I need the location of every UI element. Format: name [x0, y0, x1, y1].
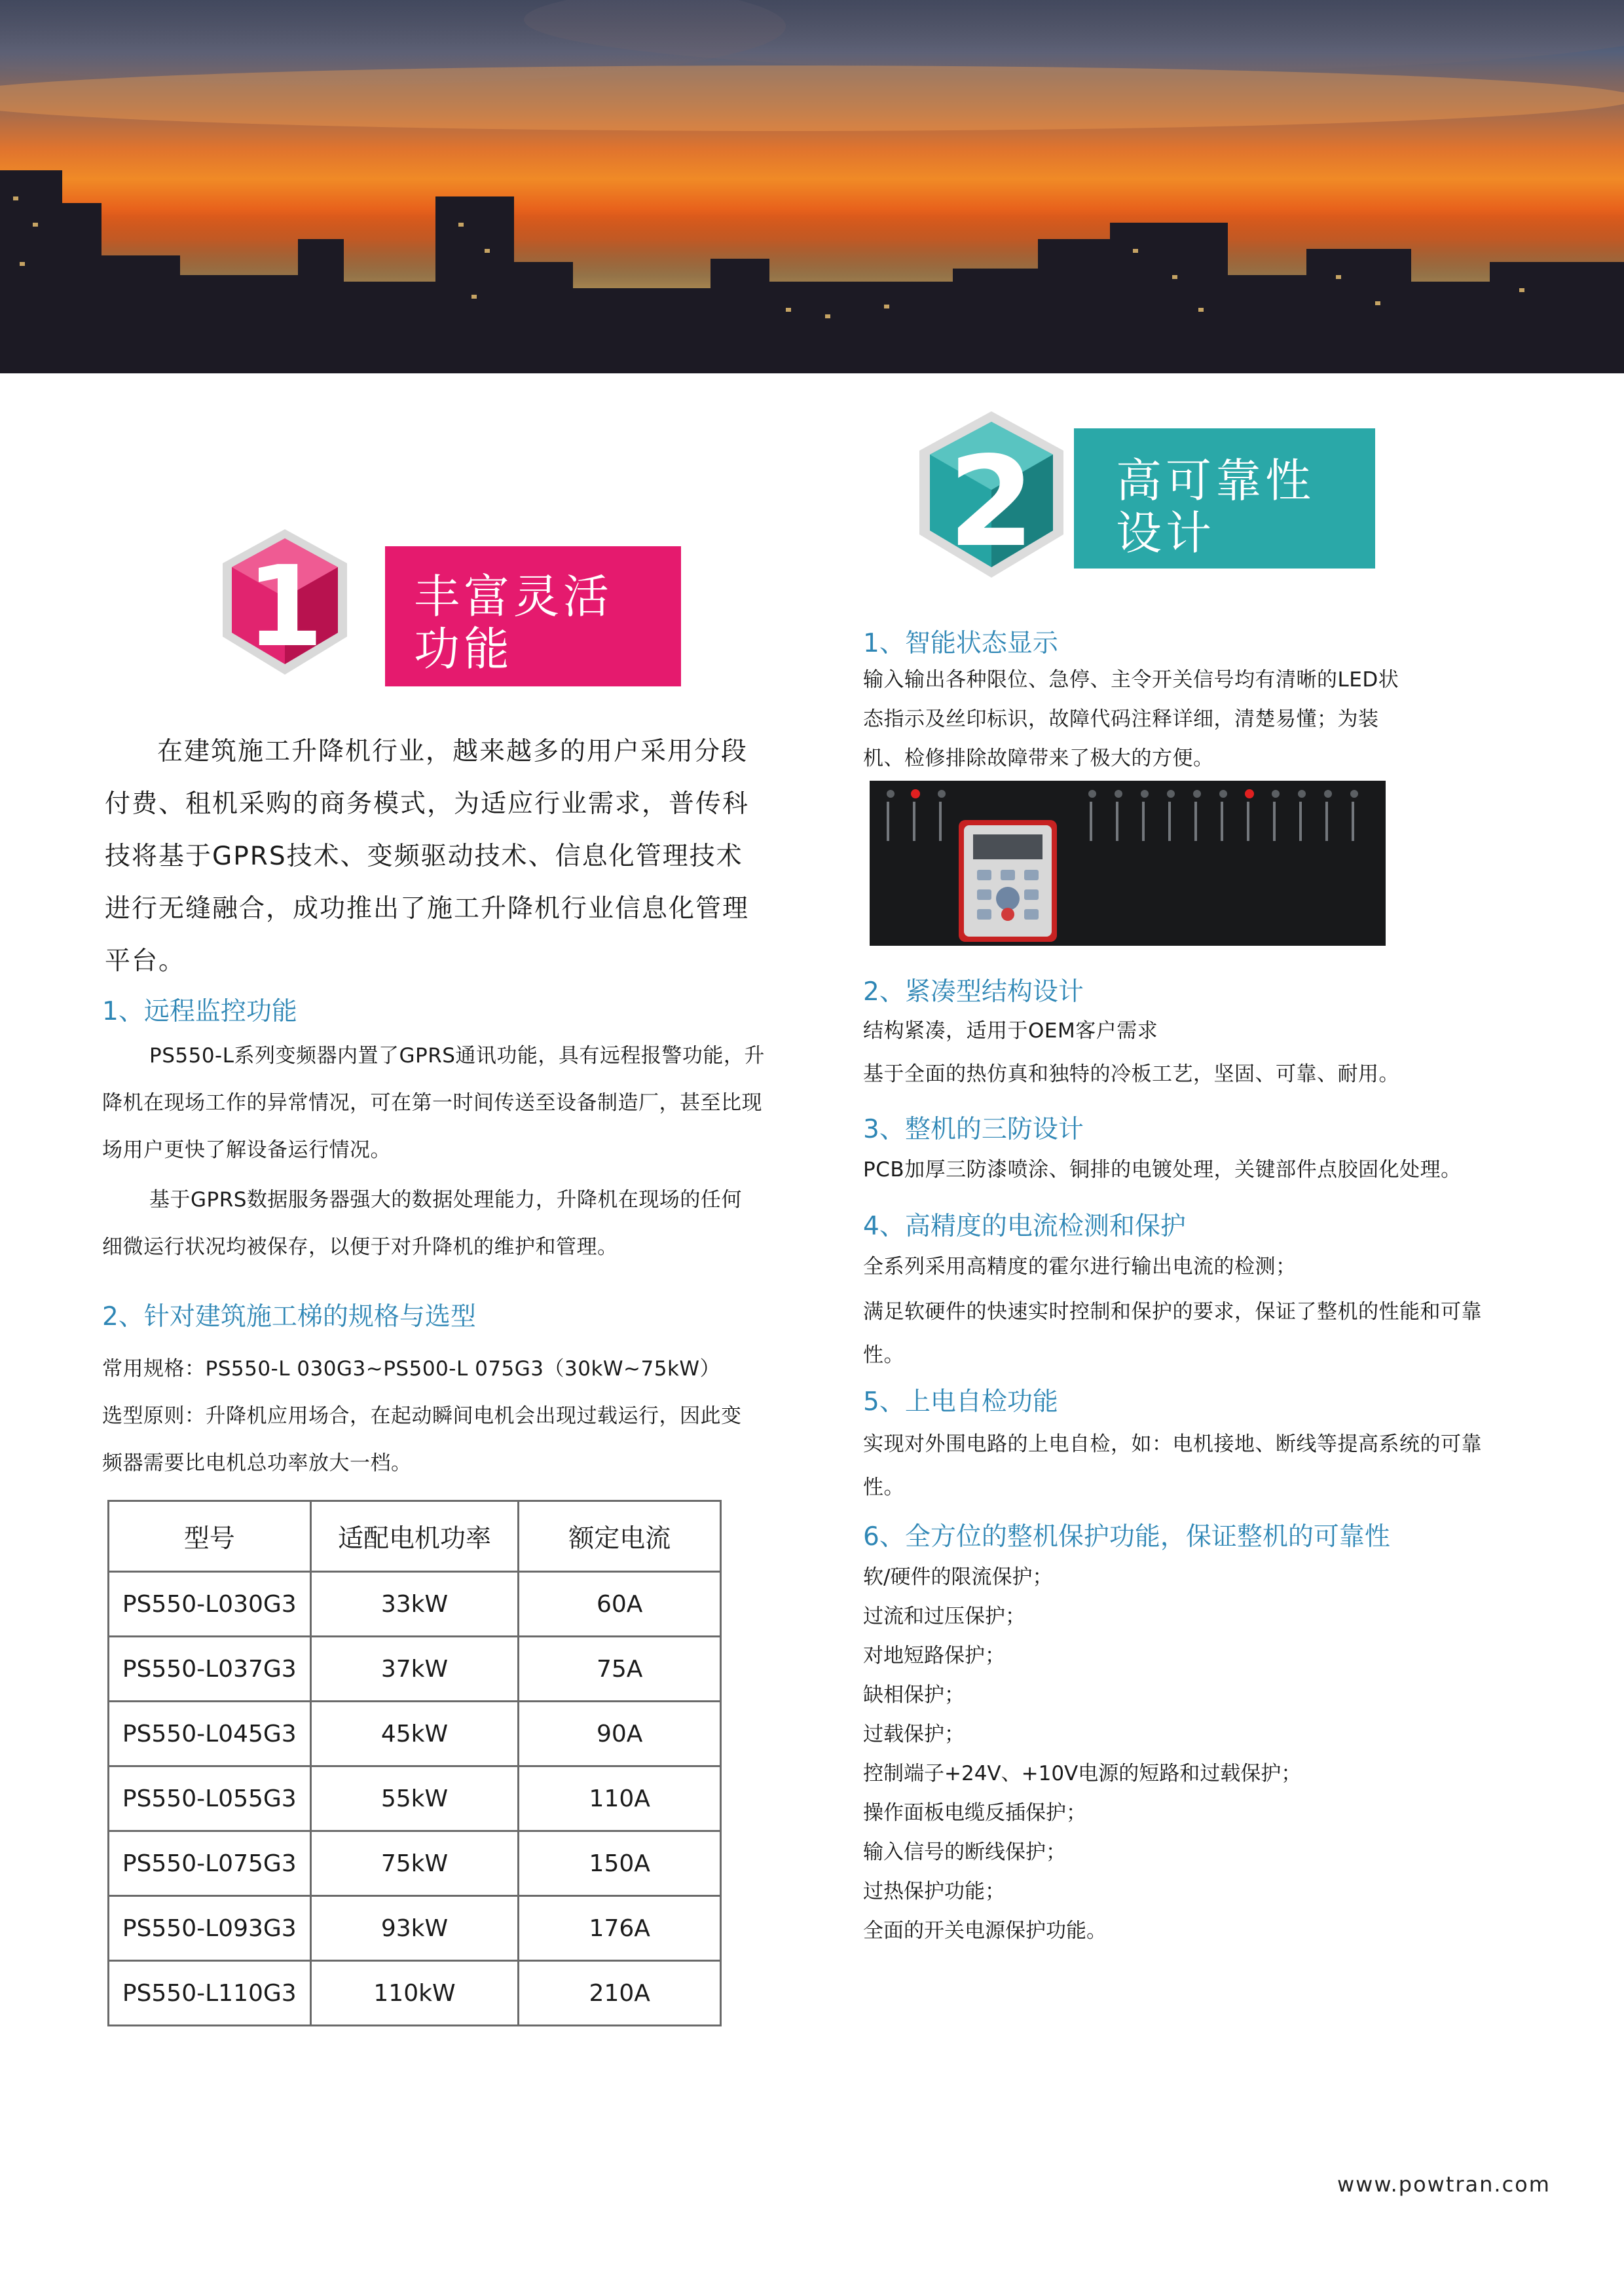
led-status-panel-image [870, 781, 1386, 946]
svg-text:1: 1 [246, 542, 324, 672]
city-skyline-image [0, 0, 1624, 373]
table-row [109, 1831, 721, 1896]
list-item: 全面的开关电源保护功能。 [863, 1919, 1107, 1943]
list-item: 过热保护功能； [863, 1880, 1005, 1903]
cell-power: 110kW [310, 1961, 519, 2026]
badge-title-flexible: 丰富灵活 功能 [414, 570, 613, 676]
intro-paragraph: 在建筑施工升降机行业，越来越多的用户采用分段付费、租机采购的商务模式，为适应行业需求，普传科技将基于GPRS技术、变频驱动技术、信息化管理技术进行无缝融合，成功推出了施工升降机行业信息化管理平台。 [105, 737, 750, 976]
compact-structure-heading: 2、紧凑型结构设计 [863, 977, 1084, 1007]
cell-power: 33kW [310, 1572, 519, 1637]
list-item: 过载保护； [863, 1723, 965, 1746]
current-detection-line-1: 全系列采用高精度的霍尔进行输出电流的检测； [863, 1255, 1297, 1278]
cell-model: PS550-L045G3 [109, 1702, 311, 1766]
table-row [109, 1961, 721, 2026]
remote-monitor-para-2: 基于GPRS数据服务器强大的数据处理能力，升降机在现场的任何细微运行状况均被保存，以便于对升降机的维护和管理。 [102, 1188, 742, 1259]
list-item: 控制端子+24V、+10V电源的短路和过载保护； [863, 1762, 1302, 1785]
feature-badge-reliability [1074, 428, 1375, 569]
protection-list [863, 1558, 1301, 1950]
cell-current: 75A [519, 1637, 721, 1702]
cell-power: 37kW [310, 1637, 519, 1702]
three-proof-heading: 3、整机的三防设计 [863, 1115, 1084, 1144]
table-row [109, 1896, 721, 1961]
three-proof-line-1: PCB加厚三防漆喷涂、铜排的电镀处理，关键部件点胶固化处理。 [863, 1158, 1462, 1182]
header-model: 型号 [109, 1501, 311, 1572]
number-2-cube-icon [913, 406, 1070, 583]
cell-current: 176A [519, 1896, 721, 1961]
list-item: 操作面板电缆反插保护； [863, 1801, 1086, 1825]
table-row [109, 1637, 721, 1702]
cell-model: PS550-L110G3 [109, 1961, 311, 2026]
cell-current: 90A [519, 1702, 721, 1766]
list-item: 软/硬件的限流保护； [863, 1565, 1053, 1589]
current-detection-heading: 4、高精度的电流检测和保护 [863, 1212, 1186, 1241]
cell-model: PS550-L093G3 [109, 1896, 311, 1961]
current-detection-line-2: 满足软硬件的快速实时控制和保护的要求，保证了整机的性能和可靠性。 [863, 1300, 1482, 1367]
feature-badge-flexible [385, 546, 681, 686]
status-display-para: 输入输出各种限位、急停、主令开关信号均有清晰的LED状态指示及丝印标识，故障代码注释详细，清楚易懂；为装机、检修排除故障带来了极大的方便。 [863, 668, 1399, 770]
self-check-line-1: 实现对外围电路的上电自检，如：电机接地、断线等提高系统的可靠性。 [863, 1432, 1482, 1499]
cell-model: PS550-L075G3 [109, 1831, 311, 1896]
common-spec-line: 常用规格：PS550-L 030G3~PS500-L 075G3（30kW~75kW） [102, 1357, 721, 1381]
header-rated-current: 额定电流 [519, 1501, 721, 1572]
table-row [109, 1572, 721, 1637]
header-motor-power: 适配电机功率 [310, 1501, 519, 1572]
compact-structure-line-1: 结构紧凑，适用于OEM客户需求 [863, 1019, 1158, 1043]
cell-power: 93kW [310, 1896, 519, 1961]
spec-table [107, 1500, 722, 2026]
cell-model: PS550-L055G3 [109, 1766, 311, 1831]
table-header-row [109, 1501, 721, 1572]
svg-text:2: 2 [948, 430, 1035, 574]
cell-power: 75kW [310, 1831, 519, 1896]
list-item: 过流和过压保护； [863, 1605, 1025, 1628]
number-1-cube-icon [216, 524, 354, 681]
list-item: 对地短路保护； [863, 1644, 1005, 1668]
cell-current: 110A [519, 1766, 721, 1831]
badge-title-reliability: 高可靠性 设计 [1116, 454, 1315, 560]
protection-heading: 6、全方位的整机保护功能，保证整机的可靠性 [863, 1522, 1390, 1552]
table-row [109, 1766, 721, 1831]
selection-principle-line: 选型原则：升降机应用场合，在起动瞬间电机会出现过载运行，因此变频器需要比电机总功率放大一档。 [102, 1404, 742, 1475]
cell-model: PS550-L037G3 [109, 1637, 311, 1702]
table-row [109, 1702, 721, 1766]
list-item: 输入信号的断线保护； [863, 1840, 1066, 1864]
status-display-heading: 1、智能状态显示 [863, 629, 1058, 658]
list-item: 缺相保护； [863, 1683, 965, 1707]
spec-selection-heading: 2、针对建筑施工梯的规格与选型 [102, 1302, 476, 1332]
website-url[interactable]: www.powtran.com [1337, 2172, 1551, 2197]
cell-current: 210A [519, 1961, 721, 2026]
cell-power: 45kW [310, 1702, 519, 1766]
remote-monitor-para-1: PS550-L系列变频器内置了GPRS通讯功能，具有远程报警功能，升降机在现场工作的异常情况，可在第一时间传送至设备制造厂，甚至比现场用户更快了解设备运行情况。 [102, 1044, 765, 1162]
hero-city-photo [0, 0, 1624, 373]
self-check-heading: 5、上电自检功能 [863, 1387, 1058, 1417]
cell-current: 150A [519, 1831, 721, 1896]
cell-current: 60A [519, 1572, 721, 1637]
remote-monitor-heading: 1、远程监控功能 [102, 997, 297, 1026]
compact-structure-line-2: 基于全面的热仿真和独特的冷板工艺，坚固、可靠、耐用。 [863, 1062, 1399, 1086]
cell-power: 55kW [310, 1766, 519, 1831]
cell-model: PS550-L030G3 [109, 1572, 311, 1637]
